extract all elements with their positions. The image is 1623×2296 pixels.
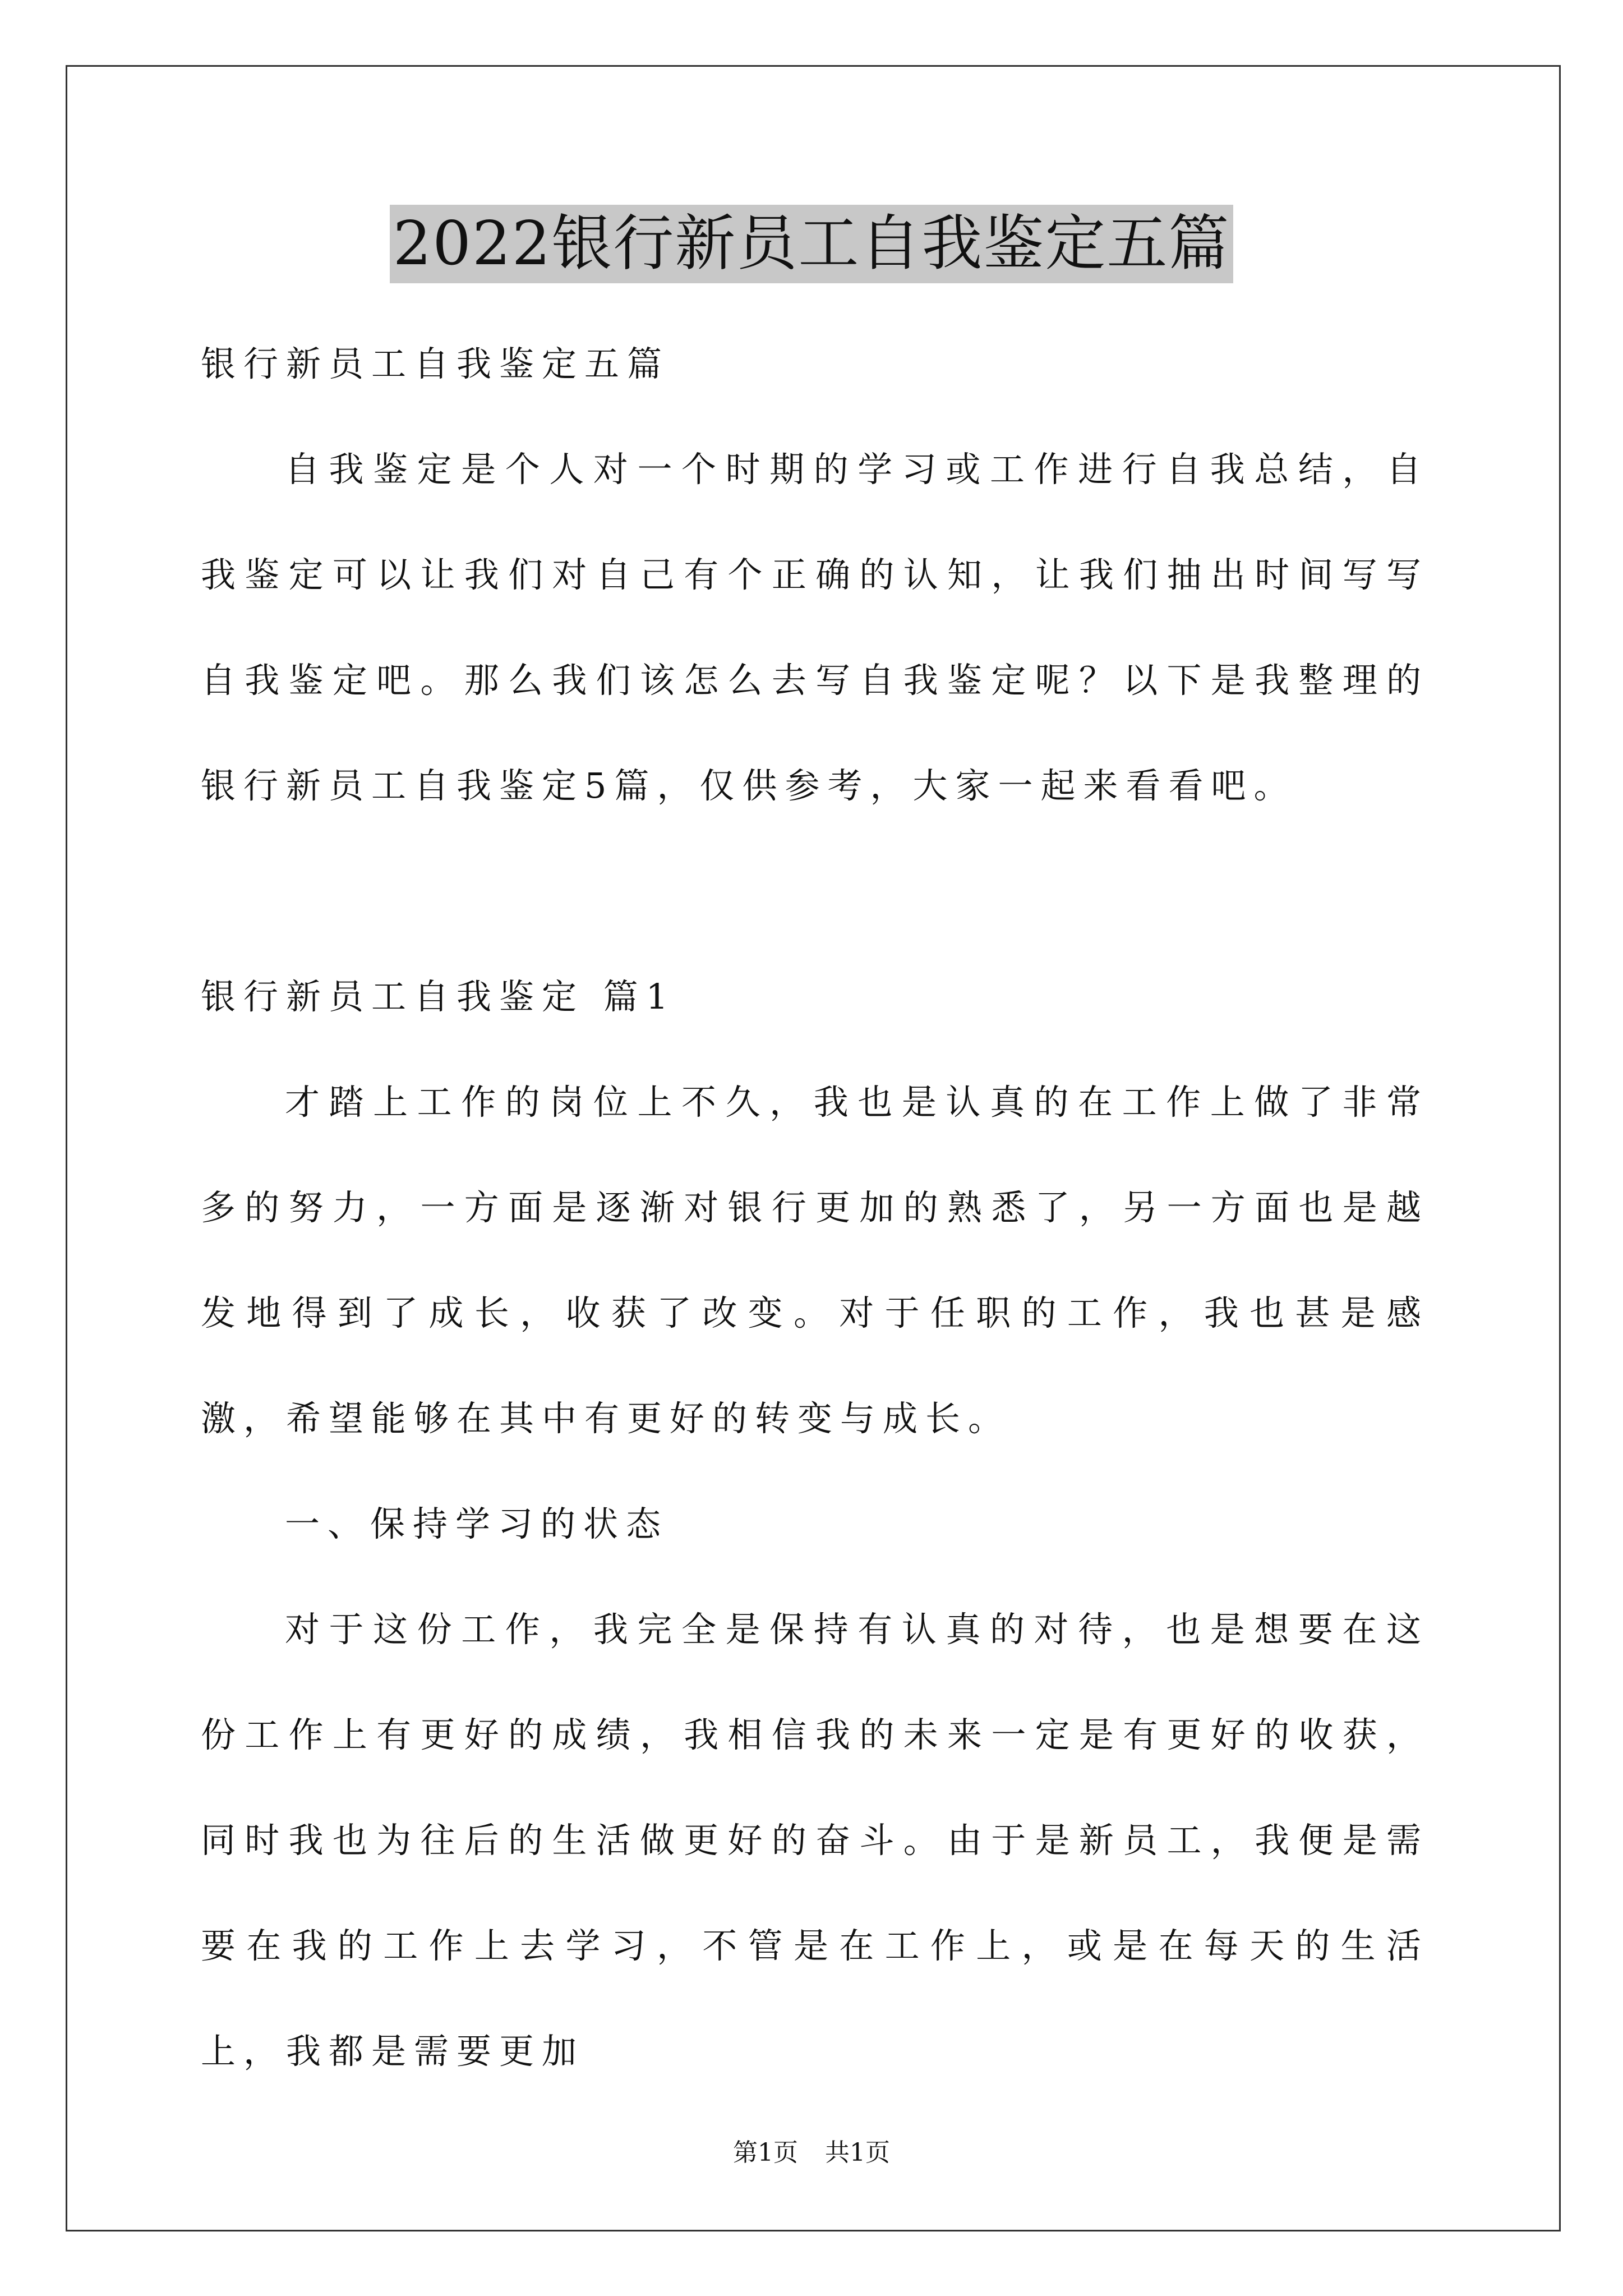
document-title	[0, 205, 1623, 283]
page-total: 共1页	[825, 2138, 890, 2167]
subsection-heading: 一、保持学习的状态	[285, 1503, 669, 1544]
section-heading-part-1: 银行新员工自我鉴定 篇1	[201, 976, 676, 1017]
document-body	[201, 311, 1429, 2104]
document-title-text: 2022银行新员工自我鉴定五篇	[390, 205, 1234, 283]
page-number: 第1页	[733, 2138, 798, 2167]
intro-paragraph: 自我鉴定是个人对一个时期的学习或工作进行自我总结，自我鉴定可以让我们对自己有个正确的认知，让我们抽出时间写写自我鉴定吧。那么我们该怎么去写自我鉴定呢？以下是我整理的银行新员工自我鉴定5篇，仅供参考，大家一起来看看吧。	[201, 449, 1429, 806]
body-paragraph: 对于这份工作，我完全是保持有认真的对待，也是想要在这份工作上有更好的成绩，我相信我的未来一定是有更好的收获，同时我也为往后的生活做更好的奋斗。由于是新员工，我便是需要在我的工作上去学习，不管是在工作上，或是在每天的生活上，我都是需要更加	[201, 1609, 1429, 2072]
body-paragraph: 才踏上工作的岗位上不久，我也是认真的在工作上做了非常多的努力，一方面是逐渐对银行更加的熟悉了，另一方面也是越发地得到了成长，收获了改变。对于任职的工作，我也甚是感激，希望能够在其中有更好的转变与成长。	[201, 1082, 1429, 1439]
page-footer	[0, 2136, 1623, 2170]
subtitle-paragraph: 银行新员工自我鉴定五篇	[201, 343, 670, 384]
